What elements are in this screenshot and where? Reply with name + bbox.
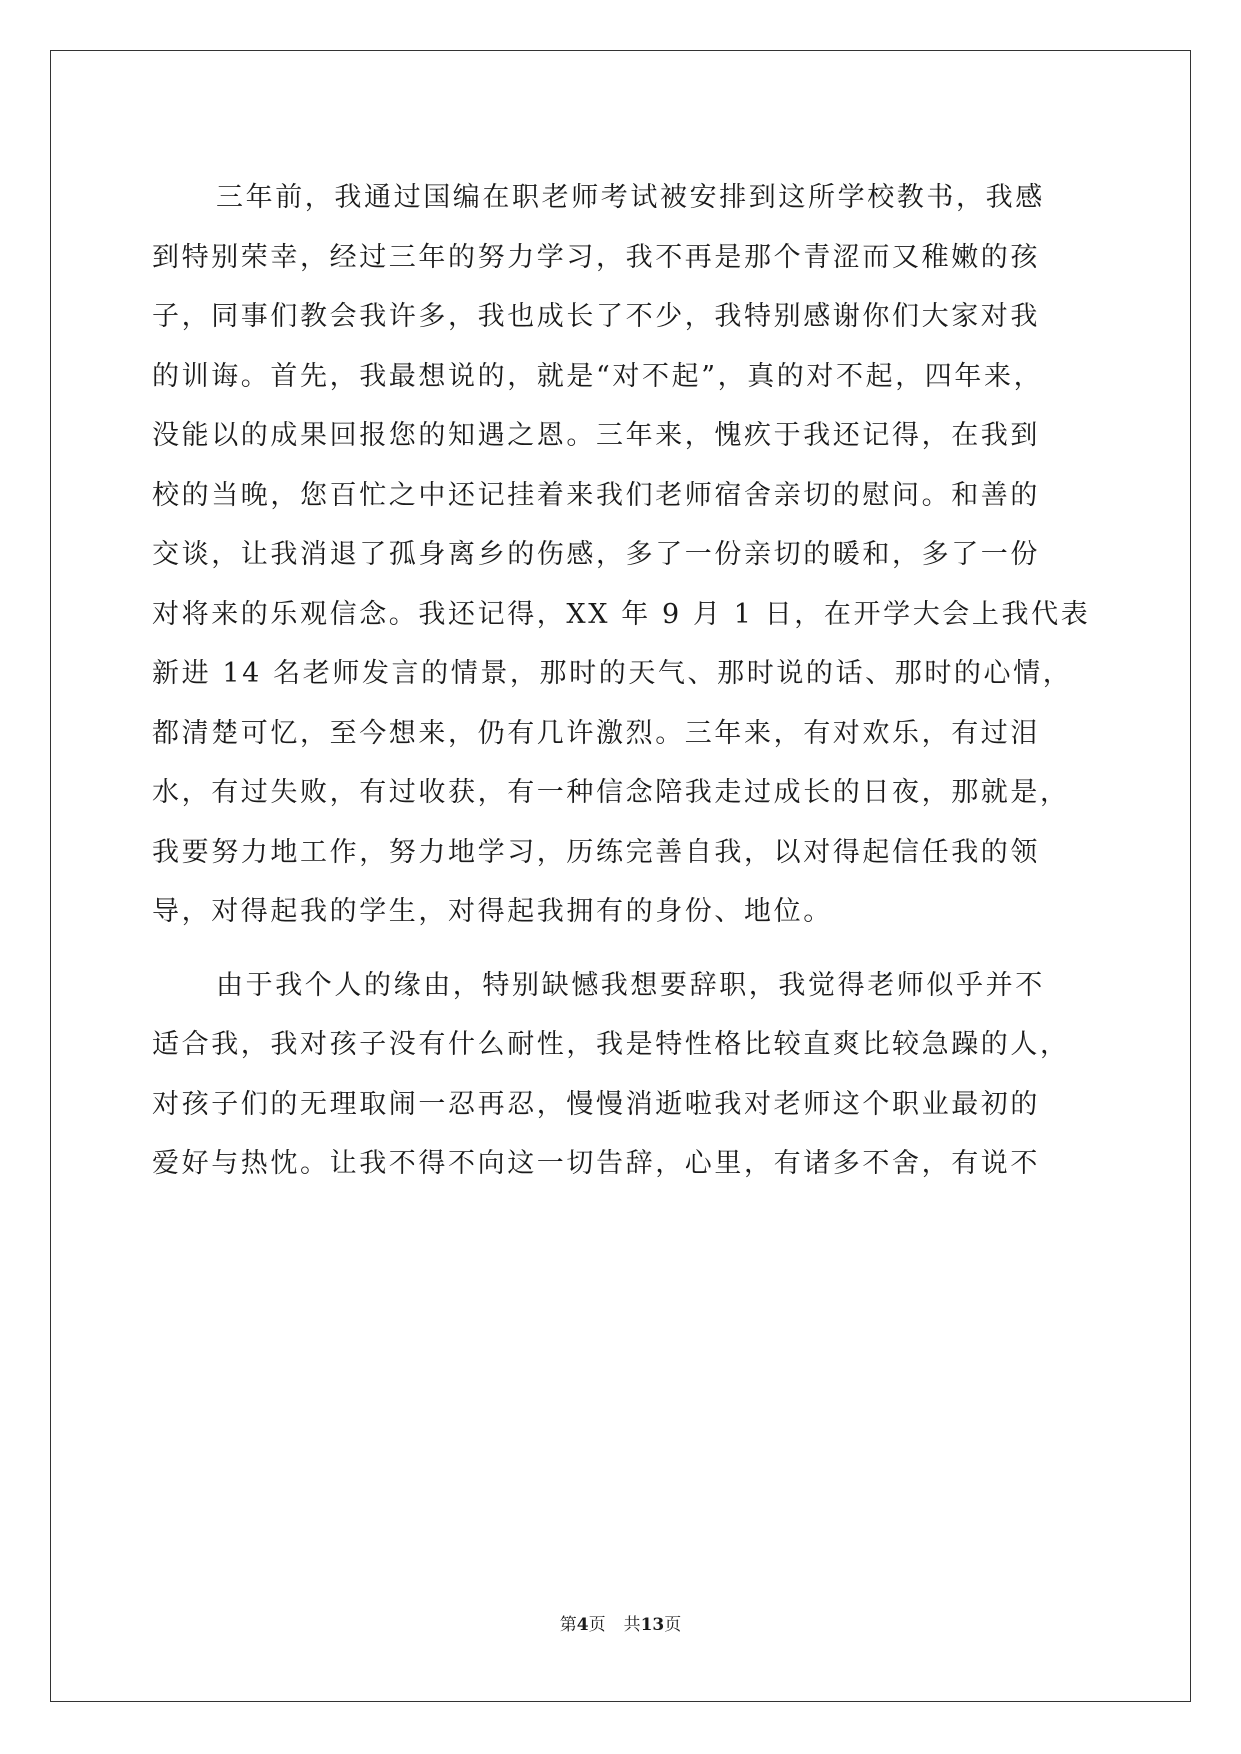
text-line: 水，有过失败，有过收获，有一种信念陪我走过成长的日夜，那就是， (152, 777, 1070, 808)
text-line: 三年前，我通过国编在职老师考试被安排到这所学校教书，我感 (216, 182, 1045, 213)
text-line: 爱好与热忱。让我不得不向这一切告辞，心里，有诸多不舍，有说不 (152, 1148, 1040, 1179)
paragraph-2 (152, 956, 1092, 1194)
footer-total-suffix: 页 (664, 1615, 682, 1635)
text-line: 子，同事们教会我许多，我也成长了不少，我特别感谢你们大家对我 (152, 301, 1040, 332)
current-page-number: 4 (576, 1615, 589, 1635)
text-line: 适合我，我对孩子没有什么耐性，我是特性格比较直爽比较急躁的人， (152, 1029, 1070, 1060)
text-line: 由于我个人的缘由，特别缺憾我想要辞职，我觉得老师似乎并不 (216, 969, 1045, 1001)
text-line: 都清楚可忆，至今想来，仍有几许激烈。三年来，有对欢乐，有过泪 (152, 717, 1040, 749)
text-line: 导，对得起我的学生，对得起我拥有的身份、地位。 (152, 896, 833, 927)
footer-page-suffix: 页 (588, 1615, 606, 1635)
text-line: 的训诲。首先，我最想说的，就是“对不起”，真的对不起，四年来， (152, 360, 1044, 392)
text-line: 校的当晚，您百忙之中还记挂着来我们老师宿舍亲切的慰问。和善的 (152, 479, 1040, 511)
total-page-count: 13 (640, 1615, 665, 1635)
footer-prefix: 第 (559, 1615, 577, 1635)
text-line: 新进 14 名老师发言的情景，那时的天气、那时说的话、那时的心情， (152, 658, 1073, 689)
document-body (152, 168, 1092, 1194)
paragraph-spacer (152, 942, 1092, 956)
footer-total-prefix: 共 (623, 1615, 641, 1635)
page-footer (0, 1610, 1241, 1635)
text-line: 对孩子们的无理取闹一忍再忍，慢慢消逝啦我对老师这个职业最初的 (152, 1088, 1040, 1120)
paragraph-1 (152, 168, 1092, 942)
text-line: 我要努力地工作，努力地学习，历练完善自我，以对得起信任我的领 (152, 836, 1040, 868)
text-line: 没能以的成果回报您的知遇之恩。三年来，愧疚于我还记得，在我到 (152, 420, 1040, 451)
text-line: 交谈，让我消退了孤身离乡的伤感，多了一份亲切的暖和，多了一份 (152, 539, 1040, 570)
text-line: 到特别荣幸，经过三年的努力学习，我不再是那个青涩而又稚嫩的孩 (152, 241, 1040, 273)
text-line: 对将来的乐观信念。我还记得，XX 年 9 月 1 日，在开学大会上我代表 (152, 598, 1091, 630)
